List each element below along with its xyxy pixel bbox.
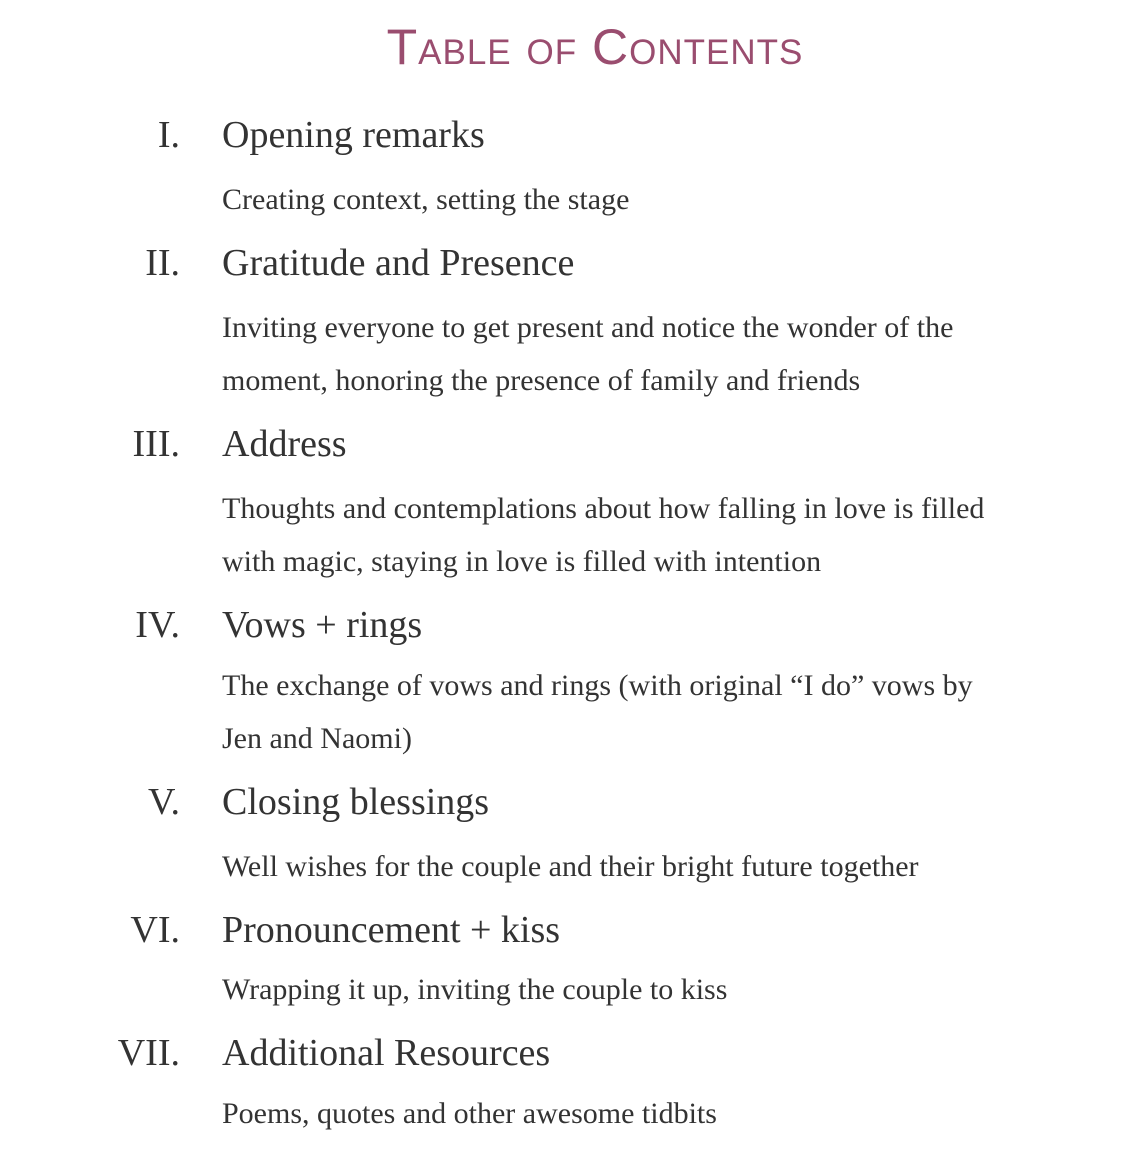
section-numeral: III.	[132, 423, 180, 465]
section-description: Poems, quotes and other awesome tidbits	[222, 1097, 717, 1130]
section-heading: Vows + rings	[222, 604, 423, 646]
section-heading: Opening remarks	[222, 114, 485, 156]
section-description: Wrapping it up, inviting the couple to kiss	[222, 973, 728, 1006]
section-heading: Address	[222, 423, 347, 465]
section-numeral: I.	[157, 114, 180, 156]
section-numeral: VII.	[117, 1032, 180, 1074]
section-description: Thoughts and contemplations about how falling in love is filled with magic, staying in love is filled with intention	[222, 492, 985, 578]
section-description: The exchange of vows and rings (with original “I do” vows by Jen and Naomi)	[222, 669, 973, 755]
section-numeral: IV.	[135, 604, 180, 646]
section-numeral: V.	[147, 781, 180, 823]
section-heading: Gratitude and Presence	[222, 242, 575, 284]
section-description: Well wishes for the couple and their bright future together	[222, 850, 919, 883]
page-title: Table of Contents	[386, 19, 804, 75]
section-heading: Pronouncement + kiss	[222, 909, 561, 951]
section-description: Creating context, setting the stage	[222, 183, 630, 216]
section-numeral: VI.	[130, 909, 180, 951]
section-numeral: II.	[145, 242, 180, 284]
section-description: Inviting everyone to get present and notice the wonder of the moment, honoring the presence of family and friends	[222, 311, 954, 397]
section-heading: Closing blessings	[222, 781, 490, 823]
section-heading: Additional Resources	[222, 1032, 551, 1074]
